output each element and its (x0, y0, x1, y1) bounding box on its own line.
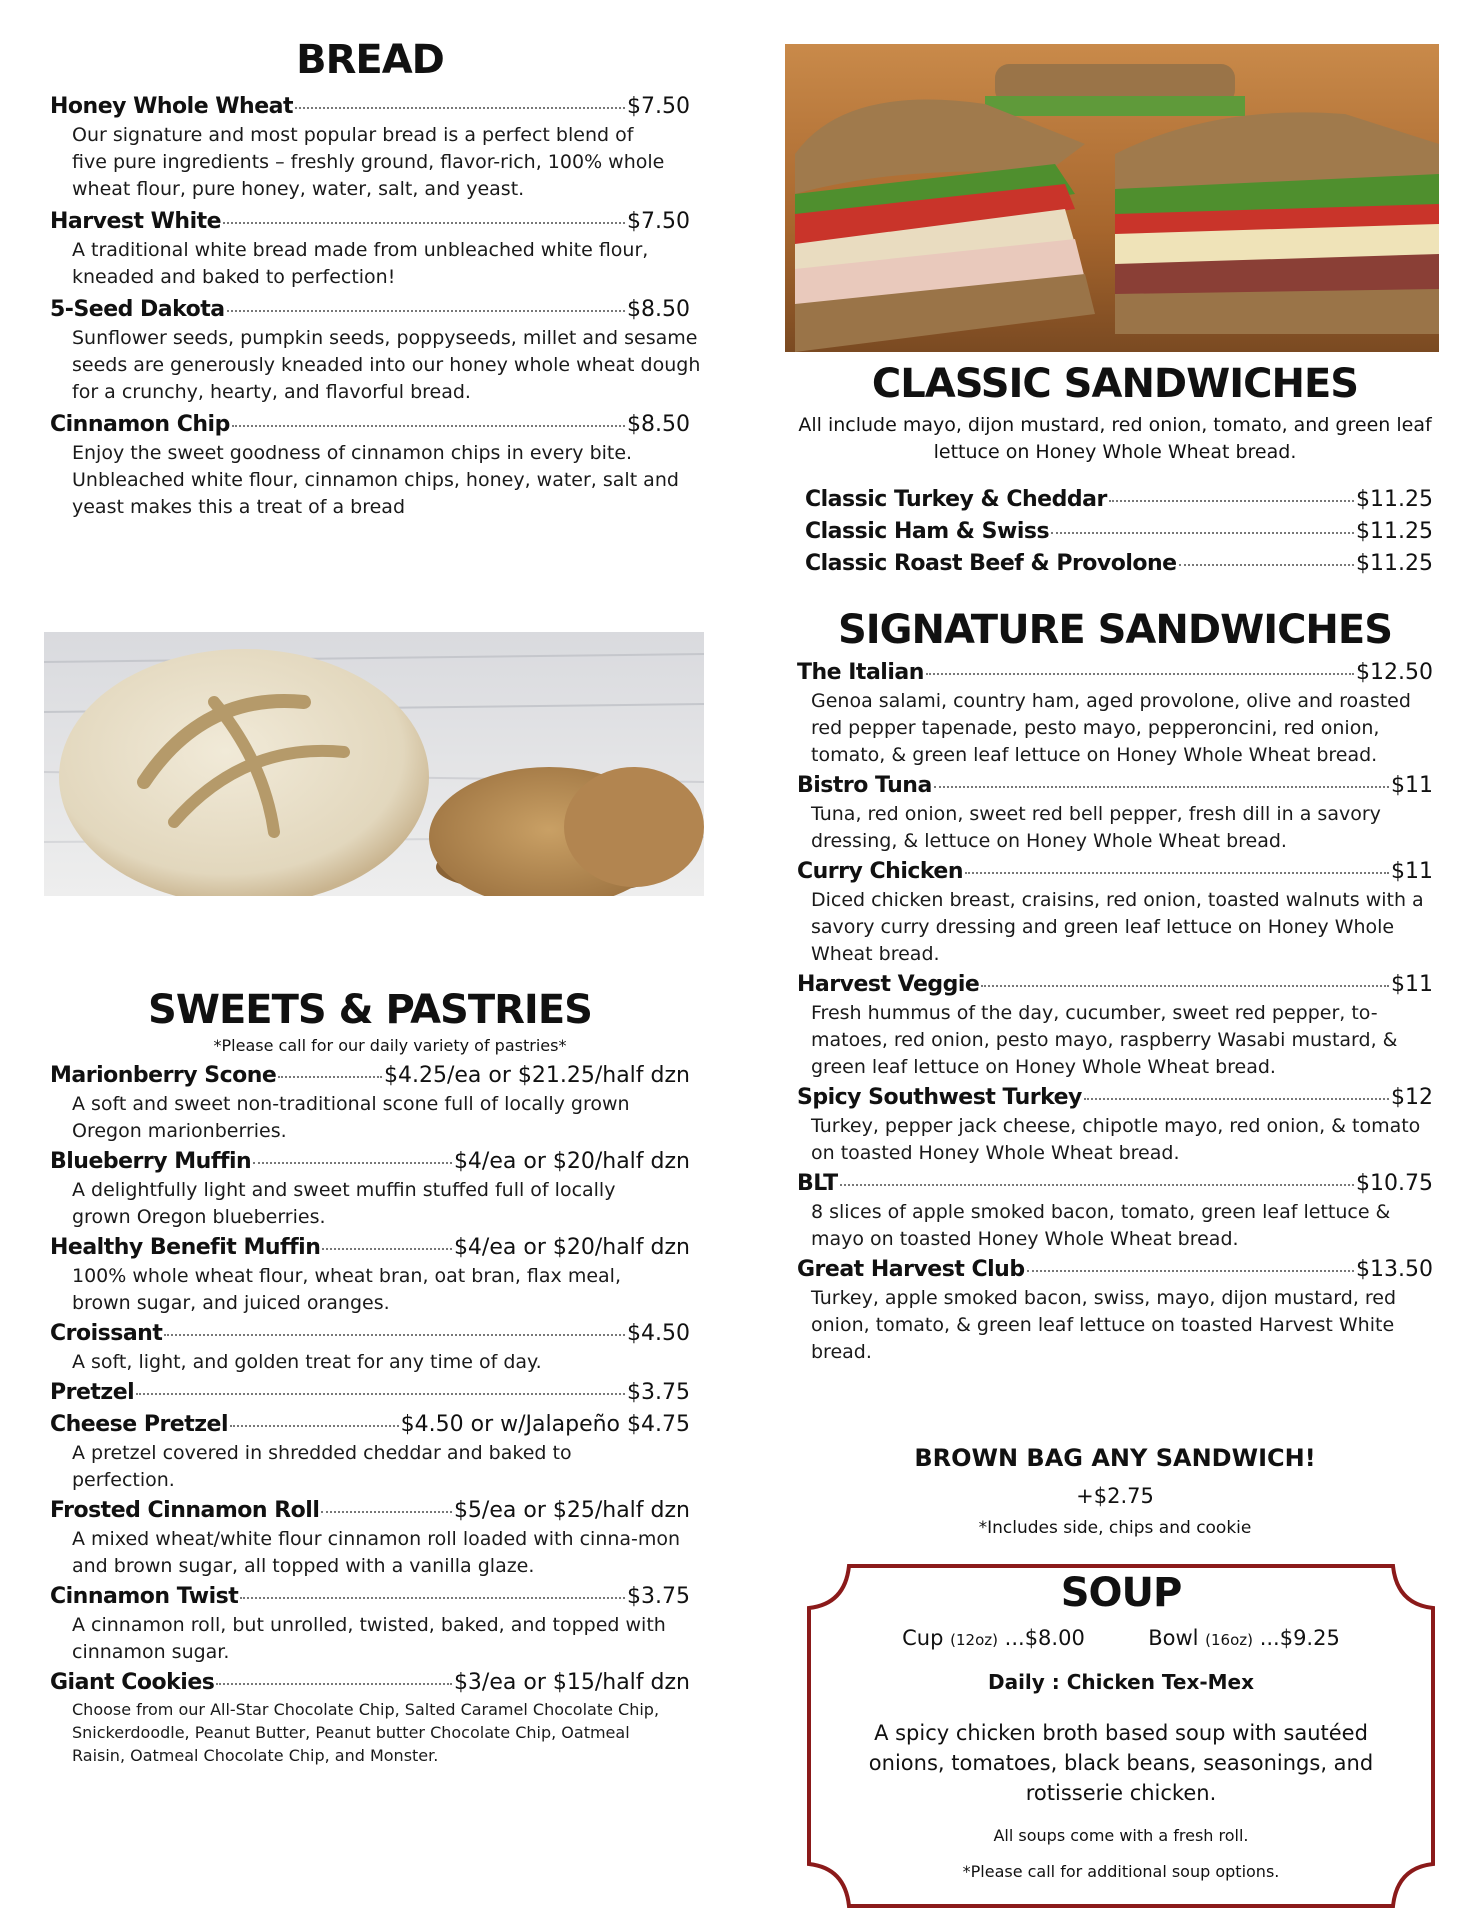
list-item (805, 517, 1433, 547)
item-name: Cheese Pretzel (50, 1412, 229, 1437)
item-name: Bistro Tuna (797, 773, 932, 798)
item-name: Healthy Benefit Muffin (50, 1235, 321, 1260)
list-item (50, 92, 690, 203)
item-price: $11.25 (1356, 487, 1433, 512)
leader-dots (164, 1334, 625, 1336)
item-price: $8.50 (627, 412, 690, 437)
leader-dots (322, 1248, 452, 1250)
leader-dots (965, 872, 1389, 874)
item-price: $3.75 (627, 1584, 690, 1609)
item-name: Croissant (50, 1321, 163, 1346)
item-price: $11 (1391, 972, 1433, 997)
bread-title: BREAD (296, 37, 444, 83)
item-price: $7.50 (627, 94, 690, 119)
soup-call-note: *Please call for additional soup options. (962, 1862, 1280, 1881)
list-item (50, 1496, 690, 1580)
leader-dots (1051, 532, 1354, 534)
bowl-label: Bowl (1148, 1626, 1199, 1650)
item-price: $3.75 (627, 1380, 690, 1405)
item-name: Frosted Cinnamon Roll (50, 1498, 320, 1523)
item-name: Harvest White (50, 209, 222, 234)
leader-dots (1179, 564, 1354, 566)
signature-list (797, 658, 1433, 1366)
list-item (50, 1233, 690, 1317)
item-name: Marionberry Scone (50, 1063, 277, 1088)
item-name: Spicy Southwest Turkey (797, 1085, 1082, 1110)
sweets-title: SWEETS & PASTRIES (148, 987, 592, 1033)
list-item (50, 1147, 690, 1231)
leader-dots (1109, 500, 1354, 502)
leader-dots (230, 1425, 399, 1427)
item-name: Cinnamon Twist (50, 1584, 239, 1609)
list-item (797, 1083, 1433, 1167)
classic-list (805, 485, 1433, 579)
leader-dots (321, 1511, 452, 1513)
leader-dots (1027, 1270, 1354, 1272)
cup-price: ...$8.00 (1004, 1626, 1085, 1650)
item-price: $3/ea or $15/half dzn (453, 1670, 690, 1695)
sweets-section (50, 987, 690, 1767)
bread-photo (44, 632, 704, 896)
brown-bag-title: BROWN BAG ANY SANDWICH! (914, 1444, 1316, 1472)
leader-dots (295, 107, 625, 109)
bowl-price: ...$9.25 (1259, 1626, 1340, 1650)
item-description: 100% whole wheat flour, wheat bran, oat bran, flax meal, brown sugar, and juiced oranges. (72, 1265, 621, 1314)
item-name: Classic Roast Beef & Provolone (805, 551, 1177, 576)
leader-dots (136, 1393, 625, 1395)
item-description: Diced chicken breast, craisins, red onion, toasted walnuts with a savory curry dressing and green leaf lettuce on Honey Whole Wheat bread. (811, 889, 1424, 965)
item-description: Turkey, apple smoked bacon, swiss, mayo, dijon mustard, red onion, tomato, & green leaf lettuce on toasted Harvest White bread. (811, 1287, 1397, 1363)
list-item (805, 485, 1433, 515)
soup-roll-note: All soups come with a fresh roll. (993, 1826, 1249, 1845)
list-item (50, 207, 690, 291)
leader-dots (981, 985, 1389, 987)
item-description: A soft, light, and golden treat for any time of day. (72, 1351, 542, 1373)
item-description: A mixed wheat/white flour cinnamon roll loaded with cinna-mon and brown sugar, all topped with a vanilla glaze. (72, 1528, 681, 1577)
list-item (50, 1061, 690, 1145)
leader-dots (278, 1076, 382, 1078)
item-description: Fresh hummus of the day, cucumber, sweet red pepper, to-matoes, red onion, pesto mayo, raspberry Wasabi mustard, & green leaf lettuce on Honey Whole Wheat bread. (811, 1002, 1398, 1078)
list-item (50, 1410, 690, 1494)
list-item (797, 771, 1433, 855)
brown-bag-price: +$2.75 (1076, 1484, 1154, 1508)
item-price: $12 (1391, 1085, 1433, 1110)
list-item (797, 970, 1433, 1081)
item-description: A soft and sweet non-traditional scone full of locally grown Oregon marionberries. (72, 1093, 630, 1142)
item-name: Blueberry Muffin (50, 1149, 252, 1174)
cup-size: (12oz) (950, 1631, 998, 1649)
list-item (797, 1169, 1433, 1253)
daily-soup: Daily : Chicken Tex-Mex (987, 1670, 1255, 1694)
item-name: Giant Cookies (50, 1670, 215, 1695)
item-price: $8.50 (627, 297, 690, 322)
item-name: Curry Chicken (797, 859, 964, 884)
item-price: $12.50 (1356, 660, 1433, 685)
item-name: Pretzel (50, 1380, 135, 1405)
signature-title: SIGNATURE SANDWICHES (837, 607, 1393, 653)
item-description: Choose from our All-Star Chocolate Chip, Salted Caramel Chocolate Chip, Snickerdoodle, Peanut Butter, Peanut butter Chocolate Chip, Oatmeal Raisin, Oatmeal Chocolate Chip, and Monster. (72, 1700, 660, 1765)
item-price: $4.50 or w/Jalapeño $4.75 (400, 1412, 690, 1437)
item-name: 5-Seed Dakota (50, 297, 225, 322)
item-description: A delightfully light and sweet muffin stuffed full of locally grown Oregon blueberries. (72, 1179, 616, 1228)
leader-dots (232, 425, 625, 427)
item-name: BLT (797, 1171, 838, 1196)
sweets-list (50, 1061, 690, 1767)
soup-prices (805, 1626, 1437, 1650)
list-item (797, 857, 1433, 968)
item-price: $4/ea or $20/half dzn (453, 1149, 690, 1174)
item-name: Cinnamon Chip (50, 412, 230, 437)
list-item (805, 549, 1433, 579)
item-price: $13.50 (1356, 1257, 1433, 1282)
item-description: A pretzel covered in shredded cheddar and baked to perfection. (72, 1442, 572, 1491)
item-description: A cinnamon roll, but unrolled, twisted, baked, and topped with cinnamon sugar. (72, 1614, 666, 1663)
item-name: Honey Whole Wheat (50, 94, 293, 119)
item-description: Genoa salami, country ham, aged provolone, olive and roasted red pepper tapenade, pesto mayo, pepperoncini, red onion, tomato, & green leaf lettuce on Honey Whole Wheat bread. (811, 690, 1411, 766)
item-description: A traditional white bread made from unbleached white flour, kneaded and baked to perfection! (72, 239, 649, 288)
item-price: $4/ea or $20/half dzn (453, 1235, 690, 1260)
item-description: Turkey, pepper jack cheese, chipotle mayo, red onion, & tomato on toasted Honey Whole Wheat bread. (811, 1115, 1421, 1164)
bread-list (50, 92, 701, 521)
soup-title: SOUP (1060, 1570, 1182, 1616)
leader-dots (926, 673, 1354, 675)
item-description: Enjoy the sweet goodness of cinnamon chips in every bite. Unbleached white flour, cinnamon chips, honey, water, salt and yeast makes this a treat of a bread (72, 442, 679, 518)
leader-dots (1084, 1098, 1389, 1100)
list-item (797, 1255, 1433, 1366)
item-name: The Italian (797, 660, 924, 685)
item-price: $11.25 (1356, 551, 1433, 576)
bread-illustration (44, 632, 704, 896)
brown-bag-note: *Includes side, chips and cookie (978, 1518, 1252, 1538)
item-description: Sunflower seeds, pumpkin seeds, poppyseeds, millet and sesame seeds are generously kneaded into our honey whole wheat dough for a crunchy, hearty, and flavorful bread. (72, 327, 701, 403)
item-price: $11.25 (1356, 519, 1433, 544)
item-description: Tuna, red onion, sweet red bell pepper, fresh dill in a savory dressing, & lettuce on Honey Whole Wheat bread. (811, 803, 1381, 852)
item-description: Our signature and most popular bread is a perfect blend of five pure ingredients – freshly ground, flavor-rich, 100% whole wheat flour, pure honey, water, salt, and yeast. (72, 124, 665, 200)
item-price: $11 (1391, 773, 1433, 798)
leader-dots (253, 1162, 452, 1164)
item-name: Classic Turkey & Cheddar (805, 487, 1107, 512)
leader-dots (227, 310, 625, 312)
item-description: 8 slices of apple smoked bacon, tomato, green leaf lettuce & mayo on toasted Honey Whole Wheat bread. (811, 1201, 1391, 1250)
list-item (50, 1378, 690, 1408)
sweets-note: *Please call for our daily variety of pastries* (213, 1036, 567, 1055)
leader-dots (240, 1597, 625, 1599)
list-item (50, 1668, 690, 1767)
item-name: Classic Ham & Swiss (805, 519, 1050, 544)
leader-dots (223, 222, 625, 224)
list-item (50, 410, 690, 521)
soup-description: A spicy chicken broth based soup with sautéed onions, tomatoes, black beans, seasonings, and rotisserie chicken. (868, 1721, 1374, 1805)
item-name: Harvest Veggie (797, 972, 980, 997)
list-item (50, 1319, 690, 1376)
item-price: $4.50 (627, 1321, 690, 1346)
list-item (797, 658, 1433, 769)
sandwich-illustration (785, 44, 1439, 352)
item-name: Great Harvest Club (797, 1257, 1025, 1282)
leader-dots (216, 1683, 452, 1685)
classic-intro: All include mayo, dijon mustard, red onion, tomato, and green leaf lettuce on Honey Whole Wheat bread. (798, 414, 1432, 463)
item-price: $4.25/ea or $21.25/half dzn (383, 1063, 690, 1088)
list-item (50, 1582, 690, 1666)
classic-title: CLASSIC SANDWICHES (871, 361, 1359, 407)
leader-dots (934, 786, 1389, 788)
soup-box (805, 1562, 1437, 1910)
cup-label: Cup (902, 1626, 944, 1650)
sandwich-photo (785, 44, 1439, 352)
item-price: $7.50 (627, 209, 690, 234)
item-price: $11 (1391, 859, 1433, 884)
item-price: $5/ea or $25/half dzn (453, 1498, 690, 1523)
bowl-size: (16oz) (1205, 1631, 1253, 1649)
list-item (50, 295, 701, 406)
item-price: $10.75 (1356, 1171, 1433, 1196)
leader-dots (840, 1184, 1354, 1186)
